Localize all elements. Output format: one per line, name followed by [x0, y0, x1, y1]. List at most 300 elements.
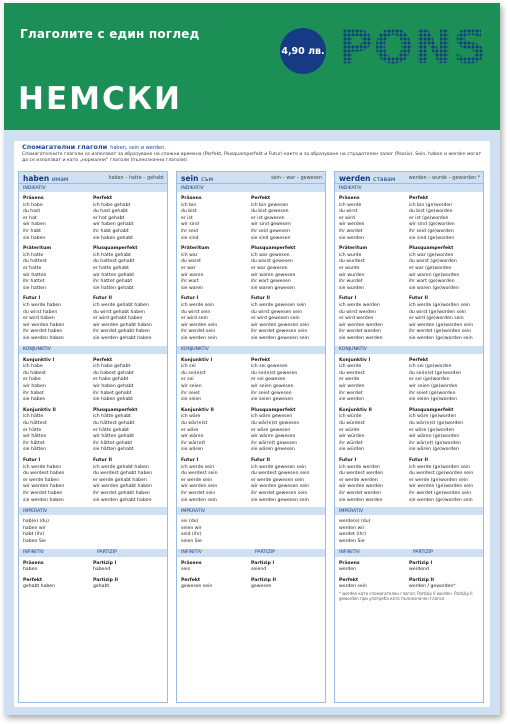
conjugation-row: er habe [23, 377, 41, 383]
conjugation-row: er wäre (ge)worden [409, 427, 455, 433]
conjugation-row: er hatte [23, 265, 42, 271]
conjugation-row: sie werden [339, 235, 365, 241]
conjugation-row: ich werde haben [23, 302, 62, 308]
tense-block: Konjunktiv II ich wäre du wär(e)st er wäre wir wären ihr wär(e)t sie wären Plusquamperfekt ich wäre gewesen du wär(e)st gewesen er wäre gewesen wir wären gewesen ihr wär(e)t gewesen sie wären gewesen [177, 408, 325, 454]
conjugation-row: er ist [181, 215, 193, 221]
conjugation-row: werden [339, 567, 357, 573]
conjugation-row: er wird (ge)worden sein [409, 316, 464, 322]
conjugation-row: wir waren (ge)worden [409, 272, 460, 278]
conjugation-row: haben wir [23, 525, 46, 531]
conjugation-row: sie wären gewesen [251, 447, 295, 453]
conjugation-row: ihr habt [23, 228, 41, 234]
conjugation-row: sie seien gewesen [251, 397, 294, 403]
conjugation-row: werdend [409, 567, 429, 573]
conjugation-row: wir werden (ge)worden sein [409, 484, 474, 490]
conjugation-row: sie haben gehabt [93, 235, 133, 241]
conjugation-row: ihr seid gewesen [251, 228, 290, 234]
conjugation-row: du hattest gehabt [93, 259, 135, 265]
tense-block: Präteritum ich hatte du hattest er hatte wir hatten ihr hattet sie hatten Plusquamperfekt ich hatte gehabt du hattest gehabt er hatte gehabt wir hatten gehabt ihr hattet gehabt sie hatten gehabt [19, 246, 167, 292]
conjugation-row: wir werden gehabt haben [93, 484, 152, 490]
section-imperativ: IMPERATIV [19, 507, 167, 515]
conjugation-row: ihr werdet gewesen sein [251, 490, 308, 496]
conjugation-row: ihr würdet [339, 440, 363, 446]
conjugation-row: sie sind gewesen [251, 235, 291, 241]
conjugation-row: ihr werdet haben [23, 329, 63, 335]
conjugation-row: du werdest werden [339, 471, 384, 477]
svg-text:PONS: PONS [339, 21, 488, 69]
conjugation-row: er ist gewesen [251, 215, 285, 221]
conjugation-row: wir werden gewesen sein [251, 484, 310, 490]
conjugation-row: sie werden sein [181, 335, 217, 341]
conjugation-row: wir werden gewesen sein [251, 322, 310, 328]
conjugation-row: ich werde gewesen sein [251, 302, 307, 308]
conjugation-row: ich werde haben [23, 464, 62, 470]
tense-block: Futur I ich werde haben du wirst haben er wird haben wir werden haben ihr werdet haben sie werden haben Futur II ich werde gehabt haben du wirst gehabt haben er wird gehabt haben wir werden gehabt haben ihr werdet gehabt haben sie werden gehabt haben [19, 296, 167, 342]
intro-text [22, 144, 482, 164]
conjugation-row: seien wir [181, 525, 202, 531]
tense-block: Präsens ich habe du hast er hat wir haben ihr habt sie haben Perfekt ich habe gehabt du hast gehabt er hat gehabt wir haben gehabt ihr habt gehabt sie haben gehabt [19, 196, 167, 242]
verb-column-sein [176, 171, 326, 703]
conjugation-row: du wirst [339, 209, 358, 215]
tense-block: Präsens ich bin du bist er ist wir sind ihr seid sie sind Perfekt ich bin gewesen du bist gewesen er ist gewesen wir sind gewesen ihr seid gewesen sie sind gewesen [177, 196, 325, 242]
conjugation-row: ich hatte [23, 252, 44, 258]
verb-name: werden ставам [339, 173, 396, 183]
conjugation-row: wir waren [181, 272, 204, 278]
conjugation-row: ihr seid (ge)worden [409, 228, 454, 234]
conjugation-row: er sei gewesen [251, 377, 286, 383]
section-imperativ: IMPERATIV [335, 507, 483, 515]
conjugation-row: ich werde werden [339, 302, 380, 308]
conjugation-row: hab(e) (du) [23, 519, 49, 525]
conjugation-row: ihr werdet gehabt haben [93, 490, 150, 496]
conjugation-row: du sei(e)st (ge)worden [409, 370, 462, 376]
conjugation-row: ihr habet [23, 390, 44, 396]
conjugation-row: ihr hättet gehabt [93, 440, 133, 446]
conjugation-row: sie werden (ge)worden sein [409, 497, 473, 503]
conjugation-row: er werde sein [181, 477, 213, 483]
conjugation-row: wir seien (ge)worden [409, 383, 458, 389]
conjugation-row: du würdest [339, 420, 365, 426]
conjugation-row: ich hatte gehabt [93, 252, 131, 258]
conjugation-row: habend [93, 567, 111, 573]
conjugation-row: du wär(e)st [181, 420, 208, 426]
verb-header [19, 172, 167, 184]
conjugation-row: du hättest [23, 420, 47, 426]
tense-block: Präteritum ich wurde du wurdest er wurde wir wurden ihr wurdet sie wurden Plusquamperfekt ich war (ge)worden du warst (ge)worden er war (ge)worden wir waren (ge)worden ihr wart (ge)worden sie waren (ge)worden [335, 246, 483, 292]
conjugation-row: du wär(e)st gewesen [251, 420, 300, 426]
conjugation-row: sie waren gewesen [251, 285, 295, 291]
conjugation-row: sei (du) [181, 519, 199, 525]
conjugation-row: sie haben gehabt [93, 397, 133, 403]
conjugation-row: ich bin gewesen [251, 202, 289, 208]
conjugation-row: ich war gewesen [251, 252, 290, 258]
conjugation-row: ich wäre (ge)worden [409, 414, 457, 420]
conjugation-row: er wird [339, 215, 355, 221]
conjugation-row: werdet (ihr) [339, 532, 367, 538]
conjugation-row: ihr werdet [339, 228, 363, 234]
conjugation-row: du hast gehabt [93, 209, 128, 215]
conjugation-row: gehabt haben [23, 584, 56, 590]
conjugation-row: du werdest [339, 370, 365, 376]
conjugation-row: wir haben [23, 222, 46, 228]
section-indikativ: INDIKATIV [335, 184, 483, 192]
conjugation-row: er hatte gehabt [93, 265, 129, 271]
tense-block: Futur I ich werde werden du wirst werden er wird werden wir werden werden ihr werdet werden sie werden werden Futur II ich werde (ge)worden sein du wirst (ge)worden sein er wird (ge)worden sein wir werden (ge)worden sein ihr werdet (ge)worden sein sie werden (ge)worden sein [335, 296, 483, 342]
conjugation-row: sie haben [23, 235, 46, 241]
conjugation-row: wir hätten gehabt [93, 434, 135, 440]
conjugation-row: ich sei [181, 364, 196, 370]
intro-title-sub: haben, sein и werden. [110, 145, 166, 151]
conjugation-row: sie hätten gehabt [93, 447, 134, 453]
conjugation-row: du werdest (ge)worden sein [409, 471, 474, 477]
verb-principal-forms: haben – hatte – gehabt [108, 175, 164, 181]
conjugation-row: worden / geworden* [409, 584, 456, 590]
verb-table-card [14, 141, 490, 707]
conjugation-row: wir wurden [339, 272, 365, 278]
conjugation-row: sie werden haben [23, 335, 64, 341]
tense-block: Konjunktiv II ich würde du würdest er würde wir würden ihr würdet sie würden Plusquamperfekt ich wäre (ge)worden du wär(e)st (ge)worden er wäre (ge)worden wir wären (ge)worden ihr wär(e)t (ge)worden sie wären (ge)worden [335, 408, 483, 454]
conjugation-row: er sei [181, 377, 194, 383]
conjugation-row: sie werden gehabt haben [93, 497, 152, 503]
conjugation-row: wir werden haben [23, 484, 65, 490]
verb-column-werden [334, 171, 484, 703]
conjugation-row: ihr wär(e)t gewesen [251, 440, 298, 446]
conjugation-row: du habest [23, 370, 46, 376]
imperativ-block [19, 519, 167, 545]
conjugation-row: ich habe [23, 202, 43, 208]
conjugation-row: wir werden werden [339, 322, 383, 328]
conjugation-row: er werde werden [339, 477, 378, 483]
conjugation-row: wir haben gehabt [93, 222, 134, 228]
conjugation-row: sie waren (ge)worden [409, 285, 459, 291]
conjugation-row: er hat gehabt [93, 215, 125, 221]
conjugation-row: sie wären (ge)worden [409, 447, 459, 453]
conjugation-row: sie werden [339, 397, 365, 403]
conjugation-row: ich werde gehabt haben [93, 464, 149, 470]
conjugation-row: ich hätte [23, 414, 44, 420]
tense-block: Präteritum ich war du warst er war wir waren ihr wart sie waren Plusquamperfekt ich war gewesen du warst gewesen er war gewesen wir waren gewesen ihr wart gewesen sie waren gewesen [177, 246, 325, 292]
conjugation-row: du habest gehabt [93, 370, 134, 376]
conjugation-row: haben Sie [23, 538, 46, 544]
conjugation-row: wir sind [181, 222, 199, 228]
conjugation-row: ich werde [339, 202, 362, 208]
conjugation-row: wir hätten [23, 434, 47, 440]
conjugation-row: sie werden gehabt haben [93, 335, 152, 341]
conjugation-row: ihr werdet werden [339, 490, 381, 496]
conjugation-row: ich würde [339, 414, 362, 420]
conjugation-row: sie hätten [23, 447, 47, 453]
conjugation-row: wir waren gewesen [251, 272, 296, 278]
conjugation-row: ihr hättet [23, 440, 45, 446]
conjugation-row: wir haben gehabt [93, 383, 134, 389]
conjugation-row: ihr wart (ge)worden [409, 279, 455, 285]
conjugation-row: er werde gehabt haben [93, 477, 147, 483]
conjugation-row: du bist gewesen [251, 209, 289, 215]
tense-block: Futur I ich werde werden du werdest werden er werde werden wir werden werden ihr werdet werden sie werden werden Futur II ich werde (ge)worden sein du werdest (ge)worden sein er werde (ge)worden sein wir werden (ge)worden sein ihr werdet (ge)worden sein sie werden (ge)worden sein [335, 458, 483, 504]
conjugation-row: ich wäre gewesen [251, 414, 293, 420]
conjugation-row: sein [181, 567, 191, 573]
conjugation-row: wir wären gewesen [251, 434, 296, 440]
conjugation-row: sie würden [339, 447, 365, 453]
conjugation-row: ich werde sein [181, 464, 215, 470]
tense-block: Konjunktiv I ich sei du sei(e)st er sei wir seien ihr seiet sie seien Perfekt ich sei gewesen du sei(e)st gewesen er sei gewesen wir seien gewesen ihr seiet gewesen sie seien gewesen [177, 358, 325, 404]
pons-logo-icon [339, 21, 489, 69]
conjugation-row: du hättest gehabt [93, 420, 135, 426]
tense-block: Präsens werden Partizip I werdend [335, 561, 483, 574]
conjugation-row: gehabt [93, 584, 110, 590]
conjugation-row: ihr werdet [339, 390, 363, 396]
conjugation-row: ich werde sein [181, 302, 215, 308]
conjugation-row: ich habe [23, 364, 43, 370]
cover-title: НЕМСКИ [18, 81, 183, 117]
conjugation-row: ich sei gewesen [251, 364, 288, 370]
conjugation-row: ihr werdet gehabt haben [93, 329, 150, 335]
conjugation-row: ich sei (ge)worden [409, 364, 452, 370]
section-imperativ: IMPERATIV [177, 507, 325, 515]
intro-body: Спомагателните глаголи се използват за образуване на сложни времена (Perfekt, Plusquamperfekt и Futur) както и за образуване на страдателен залог (Passiv). Sein, haben и werden могат да се използват и като „нормални“ глаголи (пълнозначни глаголи). [22, 152, 482, 163]
imperativ-block [335, 519, 483, 545]
conjugation-row: habt (ihr) [23, 532, 45, 538]
conjugation-row: werden wir [339, 525, 365, 531]
conjugation-row: ihr wär(e)t (ge)worden [409, 440, 462, 446]
conjugation-row: ihr seid [181, 228, 198, 234]
conjugation-row: wir seien [181, 383, 202, 389]
section-konjunktiv: KONJUNKTIV [177, 346, 325, 354]
conjugation-row: sie werden haben [23, 497, 64, 503]
conjugation-row: er war (ge)worden [409, 265, 452, 271]
conjugation-row: du wirst werden [339, 309, 376, 315]
conjugation-row: werden Sie [339, 538, 365, 544]
conjugation-row: du wirst gewesen sein [251, 309, 303, 315]
conjugation-row: ihr seiet [181, 390, 200, 396]
cover-subtitle: Глаголите с един поглед [20, 27, 200, 41]
conjugation-row: wir seien gewesen [251, 383, 294, 389]
conjugation-row: ich werde gehabt haben [93, 302, 149, 308]
tense-block: Futur I ich werde sein du werdest sein er werde sein wir werden sein ihr werdet sein sie werden sein Futur II ich werde gewesen sein du werdest gewesen sein er werde gewesen sein wir werden gewesen sein ihr werdet gewesen sein sie werden gewesen sein [177, 458, 325, 504]
conjugation-row: ihr hattet [23, 279, 45, 285]
conjugation-row: ich werde werden [339, 464, 380, 470]
conjugation-row: du hast [23, 209, 41, 215]
conjugation-row: ihr seiet gewesen [251, 390, 292, 396]
conjugation-row: er wäre [181, 427, 199, 433]
conjugation-row: ich hätte gehabt [93, 414, 131, 420]
conjugation-row: ihr wart [181, 279, 199, 285]
conjugation-row: ich bin (ge)worden [409, 202, 453, 208]
conjugation-row: er wird gehabt haben [93, 316, 143, 322]
conjugation-row: er ist (ge)worden [409, 215, 449, 221]
conjugation-row: er hat [23, 215, 37, 221]
conjugation-row: ihr wurdet [339, 279, 363, 285]
section-indikativ: INDIKATIV [177, 184, 325, 192]
conjugation-row: sie werden gewesen sein [251, 335, 309, 341]
conjugation-row: ich wäre [181, 414, 201, 420]
conjugation-row: du werdest gehabt haben [93, 471, 153, 477]
conjugation-row: sie haben [23, 397, 46, 403]
conjugation-row: er hätte [23, 427, 42, 433]
verb-column-haben [18, 171, 168, 703]
conjugation-row: sie werden werden [339, 335, 383, 341]
conjugation-row: ich werde gewesen sein [251, 464, 307, 470]
imperativ-block [177, 519, 325, 545]
conjugation-row: sie werden gewesen sein [251, 497, 309, 503]
verb-name: haben имам [23, 173, 69, 183]
conjugation-row: du warst [181, 259, 201, 265]
conjugation-row: seid (ihr) [181, 532, 202, 538]
conjugation-row: wir hatten gehabt [93, 272, 135, 278]
conjugation-row: ihr werdet sein [181, 329, 216, 335]
pons-cover [4, 3, 500, 715]
conjugation-row: wir würden [339, 434, 365, 440]
conjugation-row: sie werden (ge)worden sein [409, 335, 473, 341]
intro-title: Спомагателни глаголи [22, 143, 108, 151]
conjugation-row: er war [181, 265, 196, 271]
conjugation-row: du werdest sein [181, 471, 218, 477]
conjugation-row: wir sind (ge)worden [409, 222, 455, 228]
tense-block: Perfekt gehabt haben Partizip II gehabt [19, 578, 167, 591]
conjugation-row: ihr werdet sein [181, 490, 216, 496]
conjugation-row: ich werde [339, 364, 362, 370]
conjugation-row: ihr seiet (ge)worden [409, 390, 456, 396]
cover-header [4, 3, 500, 130]
conjugation-row: du sei(e)st gewesen [251, 370, 298, 376]
verb-name: sein съм [181, 173, 214, 183]
conjugation-row: ihr wär(e)t [181, 440, 206, 446]
section-konjunktiv: KONJUNKTIV [335, 346, 483, 354]
conjugation-row: wir werden gehabt haben [93, 322, 152, 328]
conjugation-row: du wirst haben [23, 309, 58, 315]
conjugation-row: du hattest [23, 259, 47, 265]
conjugation-row: ich werde (ge)worden sein [409, 302, 470, 308]
conjugation-row: ihr hattet gehabt [93, 279, 133, 285]
tense-block: Futur I ich werde sein du wirst sein er wird sein wir werden sein ihr werdet sein sie werden sein Futur II ich werde gewesen sein du wirst gewesen sein er wird gewesen sein wir werden gewesen sein ihr werdet gewesen sein sie werden gewesen sein [177, 296, 325, 342]
conjugation-row: wir werden werden [339, 484, 383, 490]
conjugation-row: ihr habt gehabt [93, 228, 129, 234]
conjugation-row: du warst (ge)worden [409, 259, 457, 265]
conjugation-row: er wurde [339, 265, 360, 271]
price-badge: 4,90 лв. [280, 28, 326, 74]
section-infinitiv-partizip: INFINITIV PARTIZIP [177, 549, 325, 557]
conjugation-row: worden sein [339, 584, 367, 590]
conjugation-row: wir werden [339, 383, 365, 389]
conjugation-row: er würde [339, 427, 360, 433]
verb-principal-forms: werden – wurde – geworden * [408, 175, 480, 181]
conjugation-row: du bist (ge)worden [409, 209, 453, 215]
conjugation-row: er hätte gehabt [93, 427, 129, 433]
conjugation-row: gewesen sein [181, 584, 213, 590]
conjugation-row: er werde (ge)worden sein [409, 477, 468, 483]
conjugation-row: wir werden haben [23, 322, 65, 328]
verb-header [177, 172, 325, 184]
conjugation-row: du werdest gewesen sein [251, 471, 310, 477]
conjugation-row: er wird werden [339, 316, 374, 322]
conjugation-row: wir wären [181, 434, 204, 440]
conjugation-row: ihr werdet werden [339, 329, 381, 335]
section-konjunktiv: KONJUNKTIV [19, 346, 167, 354]
conjugation-row: sie wurden [339, 285, 365, 291]
conjugation-row: wir werden (ge)worden sein [409, 322, 474, 328]
conjugation-row: du wirst sein [181, 309, 211, 315]
conjugation-row: ihr werdet haben [23, 490, 63, 496]
conjugation-row: du wirst gehabt haben [93, 309, 145, 315]
conjugation-row: wir wären (ge)worden [409, 434, 460, 440]
conjugation-row: ihr werdet gewesen sein [251, 329, 308, 335]
conjugation-row: er war gewesen [251, 265, 288, 271]
conjugation-row: du wirst (ge)worden sein [409, 309, 467, 315]
conjugation-row: er wird gewesen sein [251, 316, 300, 322]
tense-block: Perfekt worden sein Partizip II worden / geworden* [335, 578, 483, 591]
conjugation-row: sie werden werden [339, 497, 383, 503]
conjugation-row: er wird haben [23, 316, 55, 322]
conjugation-row: sie werden sein [181, 497, 217, 503]
conjugation-row: sie waren [181, 285, 204, 291]
section-indikativ: INDIKATIV [19, 184, 167, 192]
conjugation-row: ich war (ge)worden [409, 252, 454, 258]
conjugation-row: er wäre gewesen [251, 427, 291, 433]
conjugation-row: du wurdest [339, 259, 365, 265]
conjugation-row: wir werden sein [181, 484, 218, 490]
conjugation-row: sie sind [181, 235, 199, 241]
conjugation-row: seiend [251, 567, 267, 573]
tense-block: Präsens haben Partizip I habend [19, 561, 167, 574]
conjugation-row: sie hatten gehabt [93, 285, 134, 291]
tense-block: Konjunktiv II ich hätte du hättest er hätte wir hätten ihr hättet sie hätten Plusquamperfekt ich hätte gehabt du hättest gehabt er hätte gehabt wir hätten gehabt ihr hättet gehabt sie hätten gehabt [19, 408, 167, 454]
conjugation-row: sie seien (ge)worden [409, 397, 458, 403]
tense-block: Präsens sein Partizip I seiend [177, 561, 325, 574]
conjugation-row: er werde haben [23, 477, 60, 483]
conjugation-row: du warst gewesen [251, 259, 293, 265]
conjugation-row: er werde [339, 377, 360, 383]
section-infinitiv-partizip: INFINITIV PARTIZIP [335, 549, 483, 557]
conjugation-row: sie seien [181, 397, 202, 403]
conjugation-row: ihr werdet (ge)worden sein [409, 490, 472, 496]
conjugation-row: er werde gewesen sein [251, 477, 305, 483]
conjugation-row: wir haben [23, 383, 46, 389]
conjugation-row: ich war [181, 252, 198, 258]
conjugation-row: ich wurde [339, 252, 362, 258]
conjugation-row: wir werden sein [181, 322, 218, 328]
conjugation-row: ihr werdet (ge)worden sein [409, 329, 472, 335]
tense-block: Präsens ich werde du wirst er wird wir werden ihr werdet sie werden Perfekt ich bin (ge)worden du bist (ge)worden er ist (ge)worden wir sind (ge)worden ihr seid (ge)worden sie sind (ge)worden [335, 196, 483, 242]
conjugation-row: werde(e) (du) [339, 519, 371, 525]
conjugation-row: ich bin [181, 202, 197, 208]
conjugation-row: wir hatten [23, 272, 47, 278]
conjugation-row: sie wären [181, 447, 204, 453]
conjugation-row: er wird sein [181, 316, 208, 322]
tense-block: Konjunktiv I ich habe du habest er habe wir haben ihr habet sie haben Perfekt ich habe gehabt du habest gehabt er habe gehabt wir haben gehabt ihr habet gehabt sie haben gehabt [19, 358, 167, 404]
verb-header [335, 172, 483, 184]
conjugation-row: er sei (ge)worden [409, 377, 450, 383]
conjugation-row: du werdest haben [23, 471, 65, 477]
conjugation-row: wir sind gewesen [251, 222, 291, 228]
conjugation-row: haben [23, 567, 38, 573]
conjugation-row: seien Sie [181, 538, 202, 544]
conjugation-row: er habe gehabt [93, 377, 129, 383]
verb-principal-forms: sein – war – gewesen [271, 175, 322, 181]
conjugation-row: gewesen [251, 584, 272, 590]
conjugation-row: sie sind (ge)worden [409, 235, 455, 241]
tense-block: Konjunktiv I ich werde du werdest er werde wir werden ihr werdet sie werden Perfekt ich sei (ge)worden du sei(e)st (ge)worden er sei (ge)worden wir seien (ge)worden ihr seiet (ge)worden sie seien (ge)worden [335, 358, 483, 404]
conjugation-row: ich habe gehabt [93, 202, 131, 208]
conjugation-row: du bist [181, 209, 197, 215]
conjugation-row: ich werde (ge)worden sein [409, 464, 470, 470]
footnote: * werden като спомагателен глагол: Partizip II worden. Partizip II geworden при употреба като пълнозначен глагол. [339, 590, 473, 601]
tense-block: Perfekt gewesen sein Partizip II gewesen [177, 578, 325, 591]
conjugation-row: sie hatten [23, 285, 47, 291]
conjugation-row: ihr wart gewesen [251, 279, 291, 285]
conjugation-row: ich habe gehabt [93, 364, 131, 370]
section-infinitiv-partizip: INFINITIV PARTIZIP [19, 549, 167, 557]
conjugation-row: du sei(e)st [181, 370, 206, 376]
